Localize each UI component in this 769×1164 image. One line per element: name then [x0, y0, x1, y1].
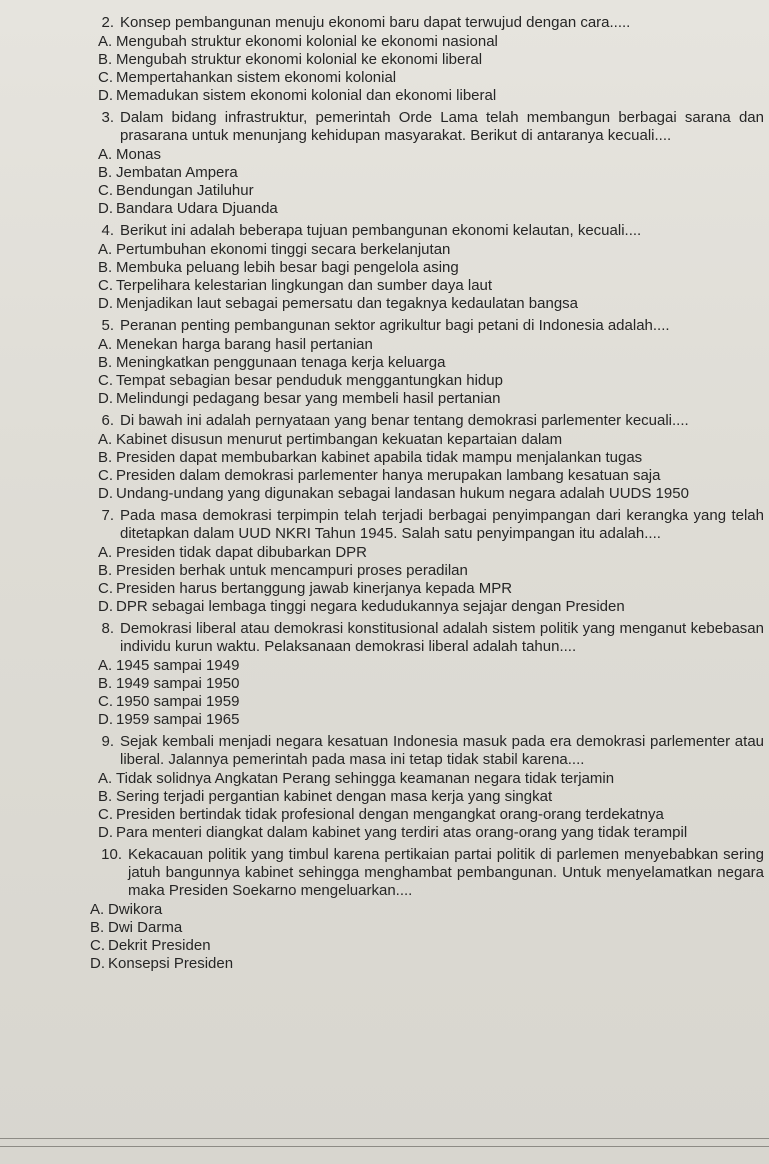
question-3 [84, 109, 764, 218]
question-6 [84, 412, 764, 503]
option-d: D. Menjadikan laut sebagai pemersatu dan tegaknya kedaulatan bangsa [98, 295, 578, 312]
option-a: A. Tidak solidnya Angkatan Perang sehingga keamanan negara tidak terjamin [98, 770, 615, 787]
option-c: C. Presiden dalam demokrasi parlementer hanya merupakan lambang kesatuan saja [98, 467, 661, 484]
bottom-rule [0, 1138, 769, 1139]
option-c: C. Mempertahankan sistem ekonomi kolonial [98, 69, 397, 86]
option-b: B. Presiden berhak untuk mencampuri proses peradilan [98, 562, 468, 579]
question-number: 7. [101, 507, 114, 524]
question-2 [84, 14, 764, 105]
question-stem: Berikut ini adalah beberapa tujuan pembangunan ekonomi kelautan, kecuali.... [120, 222, 642, 239]
question-9 [84, 733, 764, 842]
option-d: D. 1959 sampai 1965 [98, 711, 240, 728]
option-a: A. Menekan harga barang hasil pertanian [98, 336, 373, 353]
option-c: C. Dekrit Presiden [90, 937, 211, 954]
bottom-rule [0, 1146, 769, 1147]
option-d: D. Undang-undang yang digunakan sebagai landasan hukum negara adalah UUDS 1950 [98, 485, 689, 502]
question-stem: Dalam bidang infrastruktur, pemerintah Orde Lama telah membangun berbagai sarana dan prasarana untuk menunjang kehidupan masyarakat. Berikut di antaranya kecuali.... [120, 109, 764, 144]
question-10 [84, 846, 764, 973]
option-d: D. Para menteri diangkat dalam kabinet yang terdiri atas orang-orang yang tidak terampil [98, 824, 688, 841]
option-b: B. Sering terjadi pergantian kabinet dengan masa kerja yang singkat [98, 788, 553, 805]
option-a: A. Dwikora [90, 901, 163, 918]
option-b: B. Jembatan Ampera [98, 164, 238, 181]
question-stem: Pada masa demokrasi terpimpin telah terjadi berbagai penyimpangan dari kerangka yang telah ditetapkan dalam UUD NKRI Tahun 1945. Salah satu penyimpangan itu adalah.... [120, 507, 764, 542]
option-c: C. 1950 sampai 1959 [98, 693, 240, 710]
question-number: 9. [101, 733, 114, 750]
option-c: C. Bendungan Jatiluhur [98, 182, 254, 199]
option-a: A. Monas [98, 146, 162, 163]
question-number: 10. [101, 846, 122, 863]
question-stem: Peranan penting pembangunan sektor agrikultur bagi petani di Indonesia adalah.... [120, 317, 670, 334]
question-7 [84, 507, 764, 616]
question-stem: Sejak kembali menjadi negara kesatuan Indonesia masuk pada era demokrasi parlementer atau liberal. Jalannya pemerintah pada masa ini tetap tidak stabil karena.... [120, 733, 764, 768]
option-c: C. Tempat sebagian besar penduduk menggantungkan hidup [98, 372, 503, 389]
option-b: B. Membuka peluang lebih besar bagi pengelola asing [98, 259, 459, 276]
question-stem: Konsep pembangunan menuju ekonomi baru dapat terwujud dengan cara..... [120, 14, 631, 31]
question-stem: Kekacauan politik yang timbul karena pertikaian partai politik di parlemen menyebabkan sering jatuh bangunnya kabinet sehingga menghambat pembangunan. Untuk menyelamatkan negara maka Presiden Soekarno mengeluarkan.... [128, 846, 764, 899]
option-a: A. Presiden tidak dapat dibubarkan DPR [98, 544, 367, 561]
option-d: D. Bandara Udara Djuanda [98, 200, 278, 217]
question-stem: Di bawah ini adalah pernyataan yang benar tentang demokrasi parlementer kecuali.... [120, 412, 689, 429]
option-a: A. Mengubah struktur ekonomi kolonial ke ekonomi nasional [98, 33, 498, 50]
option-b: B. Meningkatkan penggunaan tenaga kerja keluarga [98, 354, 446, 371]
question-number: 2. [101, 14, 114, 31]
option-a: A. 1945 sampai 1949 [98, 657, 240, 674]
question-5 [84, 317, 764, 408]
question-8 [84, 620, 764, 729]
question-number: 4. [101, 222, 114, 239]
option-a: A. Kabinet disusun menurut pertimbangan kekuatan kepartaian dalam [98, 431, 563, 448]
option-d: D. Memadukan sistem ekonomi kolonial dan ekonomi liberal [98, 87, 497, 104]
option-d: D. DPR sebagai lembaga tinggi negara kedudukannya sejajar dengan Presiden [98, 598, 625, 615]
question-stem: Demokrasi liberal atau demokrasi konstitusional adalah sistem politik yang menganut kebebasan individu kurun waktu. Pelaksanaan demokrasi liberal adalah tahun.... [120, 620, 764, 655]
question-4 [84, 222, 764, 313]
option-b: B. 1949 sampai 1950 [98, 675, 240, 692]
option-c: C. Presiden bertindak tidak profesional dengan mengangkat orang-orang terdekatnya [98, 806, 664, 823]
option-d: D. Melindungi pedagang besar yang membeli hasil pertanian [98, 390, 501, 407]
question-number: 8. [101, 620, 114, 637]
option-b: B. Mengubah struktur ekonomi kolonial ke ekonomi liberal [98, 51, 483, 68]
question-number: 3. [101, 109, 114, 126]
option-b: B. Presiden dapat membubarkan kabinet apabila tidak mampu menjalankan tugas [98, 449, 643, 466]
option-a: A. Pertumbuhan ekonomi tinggi secara berkelanjutan [98, 241, 451, 258]
question-number: 5. [101, 317, 114, 334]
option-b: B. Dwi Darma [90, 919, 183, 936]
option-c: C. Presiden harus bertanggung jawab kinerjanya kepada MPR [98, 580, 513, 597]
question-number: 6. [101, 412, 114, 429]
question-list [84, 14, 764, 977]
option-d: D. Konsepsi Presiden [90, 955, 234, 972]
option-c: C. Terpelihara kelestarian lingkungan dan sumber daya laut [98, 277, 493, 294]
